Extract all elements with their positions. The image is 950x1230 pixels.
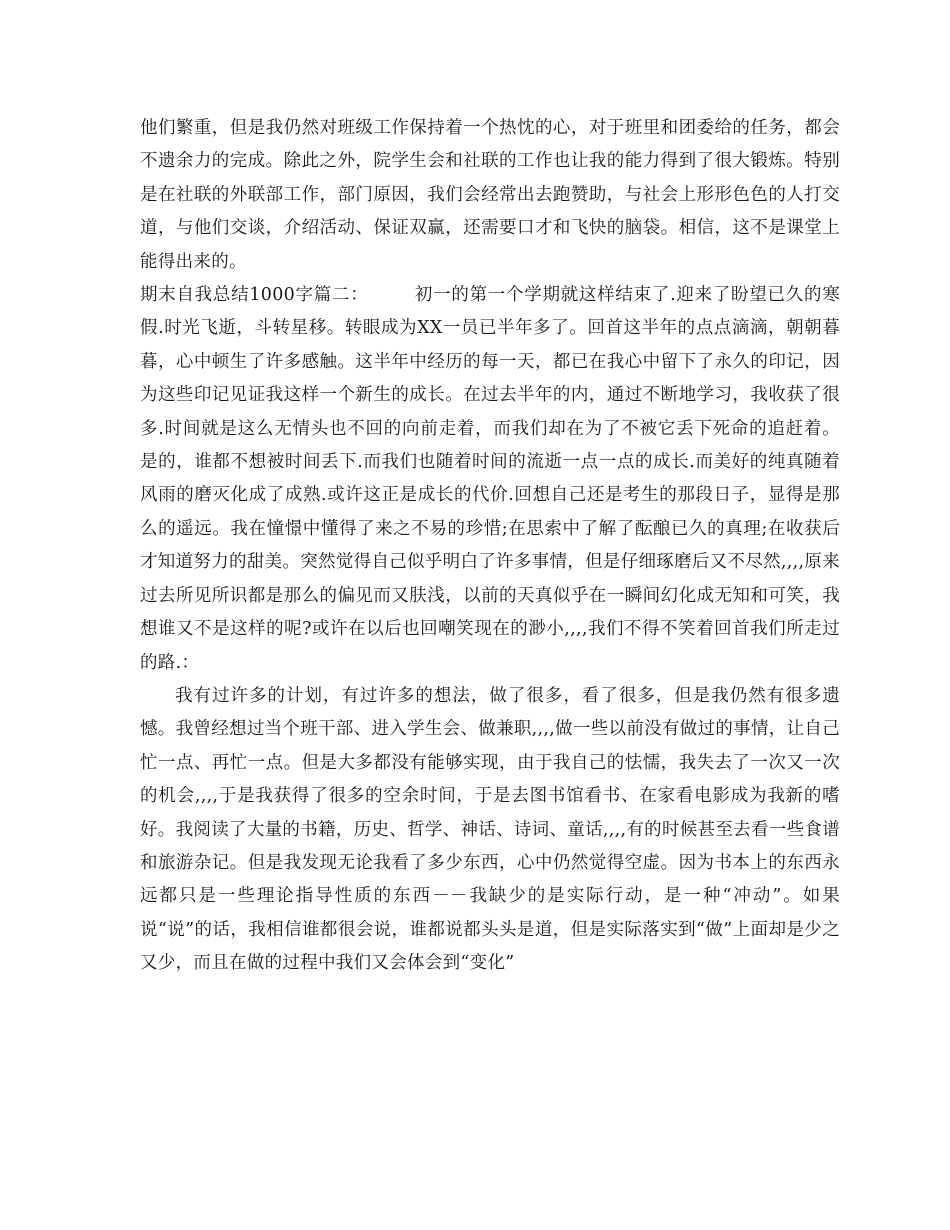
paragraph-continuation: 他们繁重，但是我仍然对班级工作保持着一个热忱的心，对于班里和团委给的任务，都会不遗余力的完成。除此之外，院学生会和社联的工作也让我的能力得到了很大锻炼。特别是在社联的外联部工作，部门原因，我们会经常出去跑赞助，与社会上形形色色的人打交道，与他们交谈，介绍活动、保证双赢，还需要口才和飞快的脑袋。相信，这不是课堂上能得出来的。: [140, 118, 840, 272]
paragraph-reflection: 我有过许多的计划，有过许多的想法，做了很多，看了很多，但是我仍然有很多遗憾。我曾经想过当个班干部、进入学生会、做兼职,,,,做一些以前没有做过的事情，让自己忙一点、再忙一点。但是大多都没有能够实现，由于我自己的怯懦，我失去了一次又一次的机会,,,,于是我获得了很多的空余时间，于是去图书馆看书、在家看电影成为我新的嗜好。我阅读了大量的书籍，历史、哲学、神话、诗词、童话,,,,有的时候甚至去看一些食谱和旅游杂记。但是我发现无论我看了多少东西，心中仍然觉得空虚。因为书本上的东西永远都只是一些理论指导性质的东西－－我缺少的是实际行动，是一种“冲动”。如果说“说”的话，我相信谁都很会说，谁都说都头头是道，但是实际落实到“做”上面却是少之又少，而且在做的过程中我们又会体会到“变化”: [140, 685, 840, 974]
section-body: 初一的第一个学期就这样结束了.迎来了盼望已久的寒假.时光飞逝，斗转星移。转眼成为XX一员已半年多了。回首这半年的点点滴滴，朝朝暮暮，心中顿生了许多感触。这半年中经历的每一天，都已在我心中留下了永久的印记，因为这些印记见证我这样一个新生的成长。在过去半年的内，通过不断地学习，我收获了很多.时间就是这么无情头也不回的向前走着，而我们却在为了不被它丢下死命的追赶着。是的，谁都不想被时间丢下.而我们也随着时间的流逝一点一点的成长.而美好的纯真随着风雨的磨灭化成了成熟.或许这正是成长的代价.回想自己还是考生的那段日子，显得是那么的遥远。我在憧憬中懂得了来之不易的珍惜;在思索中了解了酝酿已久的真理;在收获后才知道努力的甜美。突然觉得自己似乎明白了许多事情，但是仔细琢磨后又不尽然,,,,原来过去所见所识都是那么的偏见而又肤浅，以前的天真似乎在一瞬间幻化成无知和可笑，我想谁又不是这样的呢?或许在以后也回嘲笑现在的渺小,,,,我们不得不笑着回首我们所走过的路.：: [140, 285, 840, 673]
paragraph-section-two: [140, 279, 840, 680]
section-heading: 期末自我总结1000字篇二：: [140, 285, 369, 306]
document-page: [140, 112, 840, 981]
